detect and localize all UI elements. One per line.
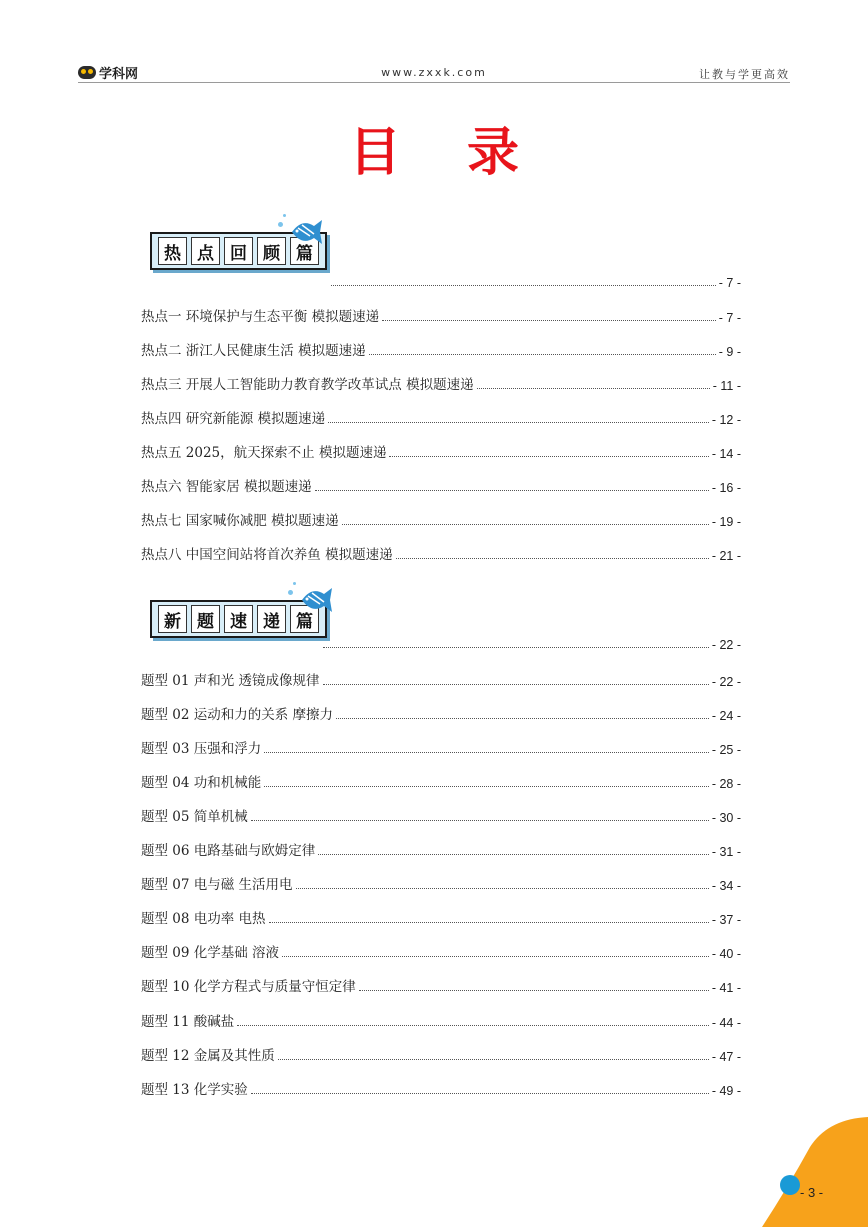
bubble-icon	[278, 222, 283, 227]
toc-entry[interactable]	[141, 1044, 741, 1064]
toc-label: 热点四 研究新能源 模拟题速递	[141, 411, 326, 427]
page-ref: - 49 -	[711, 1084, 741, 1098]
toc-label: 题型 12 金属及其性质	[141, 1048, 275, 1064]
toc-label: 题型 13 化学实验	[141, 1082, 248, 1098]
toc-label: 题型 10 化学方程式与质量守恒定律	[141, 979, 356, 995]
toc-label: 热点五 2025，航天探索不止 模拟题速递	[141, 445, 387, 461]
slogan: 让教与学更高效	[699, 68, 790, 81]
banner-char: 点	[191, 237, 220, 265]
logo-text: 学科网	[99, 67, 139, 82]
toc-label: 热点三 开展人工智能助力教育教学改革试点 模拟题速递	[141, 377, 474, 393]
dot-leader	[336, 717, 709, 719]
page-ref: - 7 -	[718, 311, 741, 325]
dot-leader	[269, 921, 709, 923]
toc-entry[interactable]	[141, 703, 741, 723]
page-ref: - 31 -	[711, 845, 741, 859]
banner-char: 速	[224, 605, 253, 633]
blue-dot-icon	[780, 1175, 800, 1195]
toc-label: 热点二 浙江人民健康生活 模拟题速递	[141, 343, 366, 359]
page-ref: - 7 -	[718, 276, 741, 290]
bubble-icon	[293, 582, 296, 585]
toc-label: 题型 03 压强和浮力	[141, 741, 262, 757]
dot-leader	[296, 887, 709, 889]
page-ref: - 30 -	[711, 811, 741, 825]
page-ref: - 41 -	[711, 981, 741, 995]
dot-leader	[369, 353, 716, 355]
toc-entry[interactable]	[141, 305, 741, 325]
page-ref: - 37 -	[711, 913, 741, 927]
toc-label: 热点六 智能家居 模拟题速递	[141, 479, 312, 495]
banner-char: 热	[158, 237, 187, 265]
toc-entry[interactable]	[141, 839, 741, 859]
page-header	[78, 62, 790, 83]
toc-entry[interactable]	[141, 805, 741, 825]
dot-leader	[389, 455, 708, 457]
section-entry[interactable]	[331, 270, 741, 290]
bubble-icon	[288, 590, 293, 595]
toc-label: 热点一 环境保护与生态平衡 模拟题速递	[141, 309, 380, 325]
page-ref: - 22 -	[711, 675, 741, 689]
bubble-icon	[283, 214, 286, 217]
dot-leader	[359, 989, 709, 991]
dot-leader	[331, 284, 716, 286]
page-title: 目录	[348, 122, 585, 183]
banner-char: 篇	[290, 605, 319, 633]
page-ref: - 16 -	[711, 481, 741, 495]
toc-entry[interactable]	[141, 475, 741, 495]
toc-label: 题型 09 化学基础 溶液	[141, 945, 280, 961]
page-ref: - 9 -	[718, 345, 741, 359]
toc-entry[interactable]	[141, 771, 741, 791]
fish-icon	[298, 582, 334, 616]
banner-char: 递	[257, 605, 286, 633]
page-ref: - 34 -	[711, 879, 741, 893]
page-ref: - 40 -	[711, 947, 741, 961]
page-ref: - 24 -	[711, 709, 741, 723]
dot-leader	[237, 1024, 709, 1026]
page-number: - 3 -	[800, 1185, 824, 1200]
dot-leader	[396, 557, 709, 559]
dot-leader	[328, 421, 709, 423]
page-ref: - 14 -	[711, 447, 741, 461]
toc-label: 热点八 中国空间站将首次养鱼 模拟题速递	[141, 547, 393, 563]
toc-label: 题型 07 电与磁 生活用电	[141, 877, 293, 893]
page-ref: - 47 -	[711, 1050, 741, 1064]
toc-entry[interactable]	[141, 339, 741, 359]
banner-char: 回	[224, 237, 253, 265]
toc-label: 题型 02 运动和力的关系 摩擦力	[141, 707, 334, 723]
dot-leader	[251, 1092, 709, 1094]
page-ref: - 19 -	[711, 515, 741, 529]
page-ref: - 25 -	[711, 743, 741, 757]
page-ref: - 11 -	[712, 379, 741, 393]
toc-label: 题型 08 电功率 电热	[141, 911, 266, 927]
toc-entry[interactable]	[141, 1010, 741, 1030]
toc-entry[interactable]	[141, 669, 741, 689]
page-ref: - 22 -	[711, 638, 741, 652]
dot-leader	[315, 489, 709, 491]
dot-leader	[251, 819, 709, 821]
banner-char: 篇	[290, 237, 319, 265]
page-ref: - 28 -	[711, 777, 741, 791]
fish-icon	[288, 214, 324, 248]
dot-leader	[282, 955, 709, 957]
dot-leader	[323, 683, 709, 685]
toc-entry[interactable]	[141, 907, 741, 927]
section-entry[interactable]	[323, 632, 741, 652]
toc-entry[interactable]	[141, 873, 741, 893]
banner-char: 新	[158, 605, 187, 633]
orange-shape	[762, 1117, 868, 1227]
dot-leader	[278, 1058, 709, 1060]
dot-leader	[264, 785, 709, 787]
toc-label: 题型 11 酸碱盐	[141, 1014, 235, 1030]
dot-leader	[382, 319, 716, 321]
banner-char: 顾	[257, 237, 286, 265]
dot-leader	[323, 646, 709, 648]
dot-leader	[318, 853, 709, 855]
corner-decoration	[748, 1117, 868, 1227]
page-ref: - 44 -	[711, 1016, 741, 1030]
toc-label: 题型 05 简单机械	[141, 809, 248, 825]
toc-entry[interactable]	[141, 543, 741, 563]
dot-leader	[264, 751, 709, 753]
banner-char: 题	[191, 605, 220, 633]
toc-label: 题型 01 声和光 透镜成像规律	[141, 673, 320, 689]
toc-label: 题型 06 电路基础与欧姆定律	[141, 843, 316, 859]
toc-entry[interactable]	[141, 407, 741, 427]
toc-label: 题型 04 功和机械能	[141, 775, 262, 791]
dot-leader	[342, 523, 709, 525]
dot-leader	[477, 387, 710, 389]
toc-entry[interactable]	[141, 1078, 741, 1098]
toc-entry[interactable]	[141, 441, 741, 461]
toc-label: 热点七 国家喊你减肥 模拟题速递	[141, 513, 339, 529]
toc-entry[interactable]	[141, 941, 741, 961]
toc-entry[interactable]	[141, 975, 741, 995]
toc-entry[interactable]	[141, 373, 741, 393]
site-url: www.zxxk.com	[381, 66, 487, 79]
toc-entry[interactable]	[141, 509, 741, 529]
page-ref: - 12 -	[711, 413, 741, 427]
toc-entry[interactable]	[141, 737, 741, 757]
page-ref: - 21 -	[711, 549, 741, 563]
